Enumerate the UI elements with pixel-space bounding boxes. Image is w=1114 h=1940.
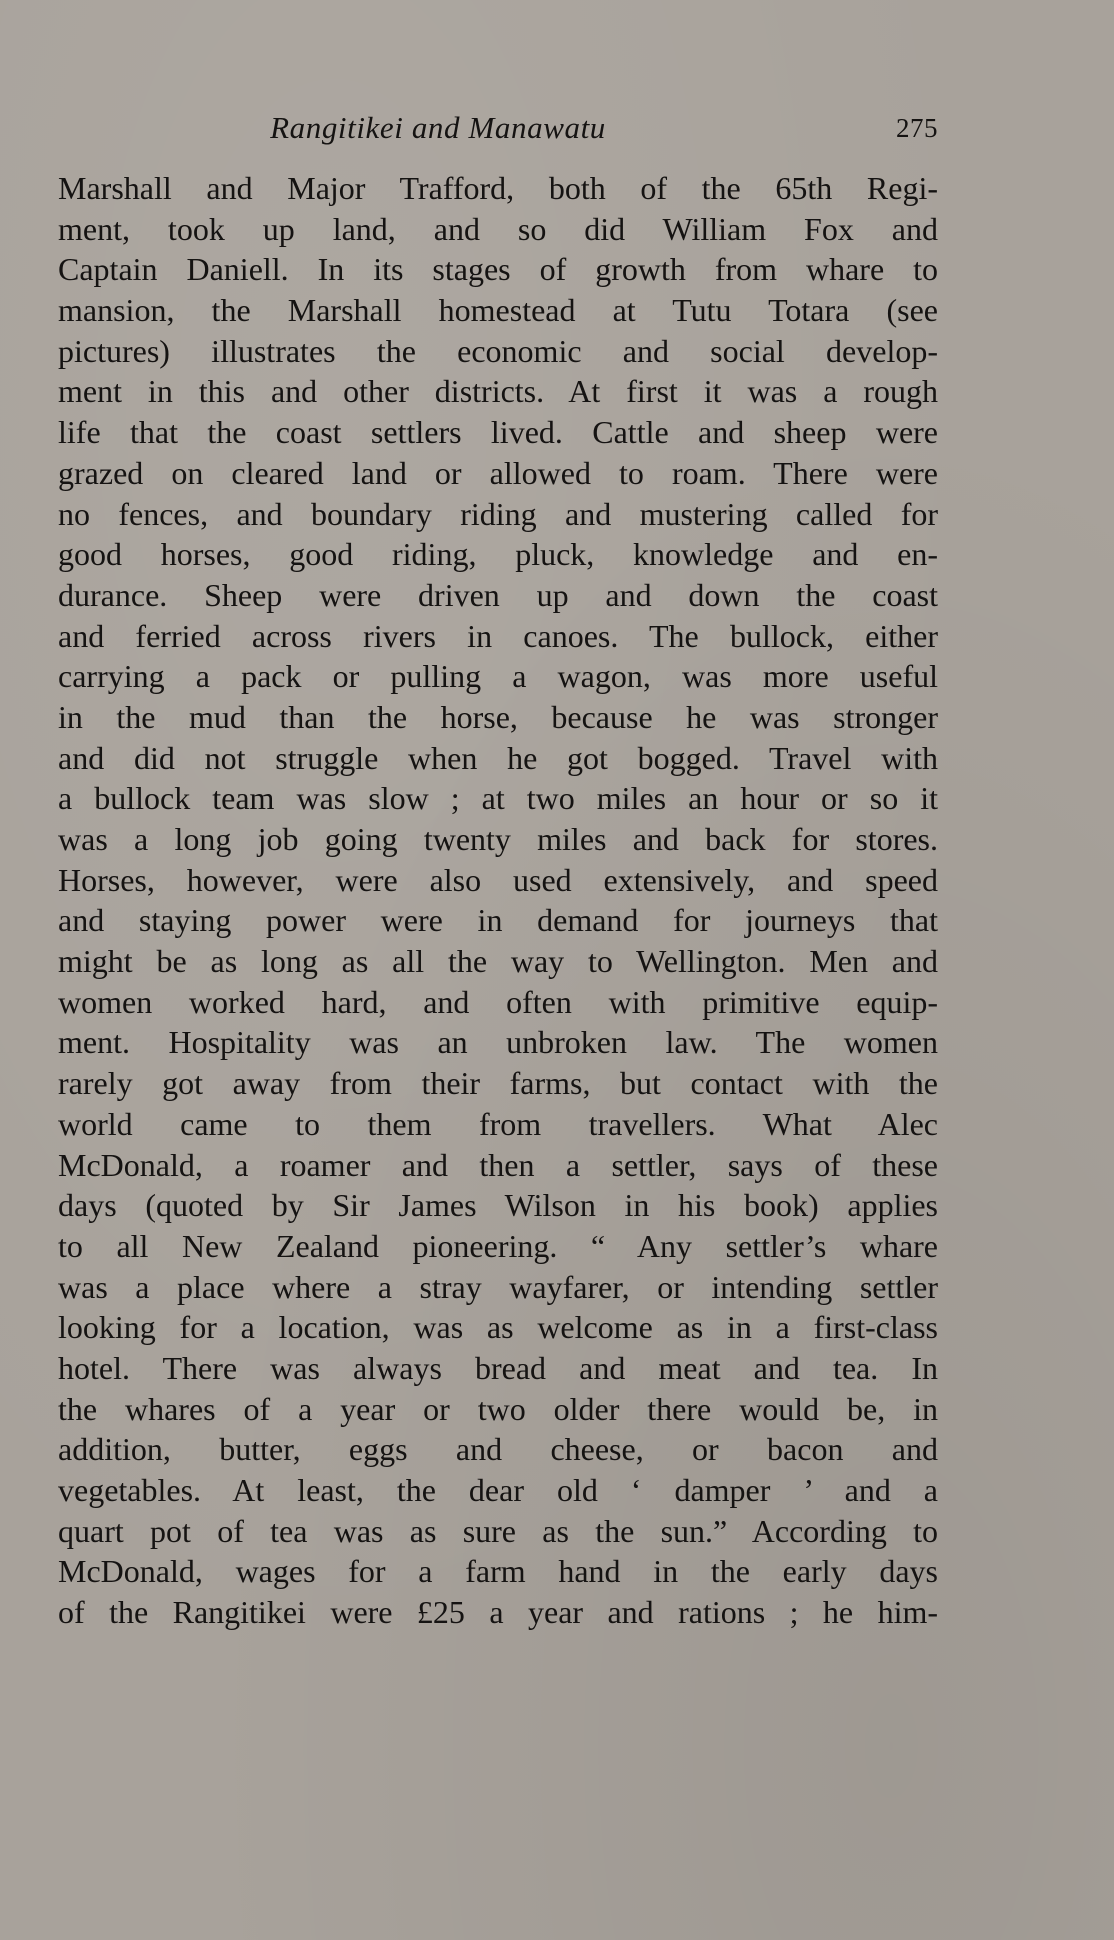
- text-line: pictures) illustrates the economic and social develop-: [58, 332, 938, 369]
- text-line: was a long job going twenty miles and back for stores.: [58, 821, 938, 857]
- text-line: looking for a location, was as welcome as in a first-class: [58, 1309, 938, 1346]
- text-line: Horses, however, were also used extensively, and speed: [58, 861, 938, 898]
- text-line: good horses, good riding, pluck, knowledge and en-: [58, 536, 938, 573]
- text-line: women worked hard, and often with primitive equip-: [58, 983, 938, 1020]
- text-line: durance. Sheep were driven up and down the coast: [58, 576, 938, 613]
- text-line: world came to them from travellers. What Alec: [58, 1105, 938, 1142]
- text-line: life that the coast settlers lived. Cattle and sheep were: [58, 414, 938, 451]
- text-line: days (quoted by Sir James Wilson in his book) applies: [58, 1187, 938, 1224]
- text-line: and ferried across rivers in canoes. The bullock, either: [58, 617, 938, 654]
- running-head: [58, 106, 938, 150]
- page-number: 275: [896, 113, 938, 143]
- text-line: Marshall and Major Trafford, both of the 65th Regi-: [58, 170, 938, 206]
- text-line: rarely got away from their farms, but contact with the: [58, 1065, 938, 1102]
- running-title: Rangitikei and Manawatu: [270, 110, 606, 145]
- text-line: hotel. There was always bread and meat and tea. In: [58, 1349, 938, 1386]
- text-line: addition, butter, eggs and cheese, or bacon and: [58, 1431, 938, 1468]
- text-line: McDonald, a roamer and then a settler, says of these: [58, 1146, 938, 1183]
- text-line: of the Rangitikei were £25 a year and rations ; he him-: [58, 1594, 938, 1631]
- text-line: ment. Hospitality was an unbroken law. The women: [58, 1024, 938, 1061]
- text-line: ment, took up land, and so did William Fox and: [58, 210, 938, 247]
- text-line: carrying a pack or pulling a wagon, was more useful: [58, 658, 938, 695]
- text-line: vegetables. At least, the dear old ‘ damper ’ and a: [58, 1472, 938, 1508]
- text-line: mansion, the Marshall homestead at Tutu Totara (see: [58, 292, 938, 329]
- text-line: a bullock team was slow ; at two miles an hour or so it: [58, 780, 938, 817]
- text-line: and staying power were in demand for journeys that: [58, 902, 938, 939]
- text-line: no fences, and boundary riding and mustering called for: [58, 495, 938, 532]
- text-line: to all New Zealand pioneering. “ Any settler’s whare: [58, 1227, 938, 1264]
- body-text: [58, 168, 938, 1633]
- text-line: was a place where a stray wayfarer, or intending settler: [58, 1268, 938, 1305]
- text-line: quart pot of tea was as sure as the sun.” According to: [58, 1512, 938, 1549]
- text-line: in the mud than the horse, because he was stronger: [58, 698, 938, 735]
- text-line: grazed on cleared land or allowed to roam. There were: [58, 454, 938, 491]
- text-line: and did not struggle when he got bogged. Travel with: [58, 739, 938, 776]
- text-line: ment in this and other districts. At first it was a rough: [58, 373, 938, 410]
- text-line: might be as long as all the way to Wellington. Men and: [58, 943, 938, 980]
- text-line: Captain Daniell. In its stages of growth from whare to: [58, 251, 938, 288]
- text-line: the whares of a year or two older there would be, in: [58, 1390, 938, 1427]
- text-line: McDonald, wages for a farm hand in the early days: [58, 1553, 938, 1590]
